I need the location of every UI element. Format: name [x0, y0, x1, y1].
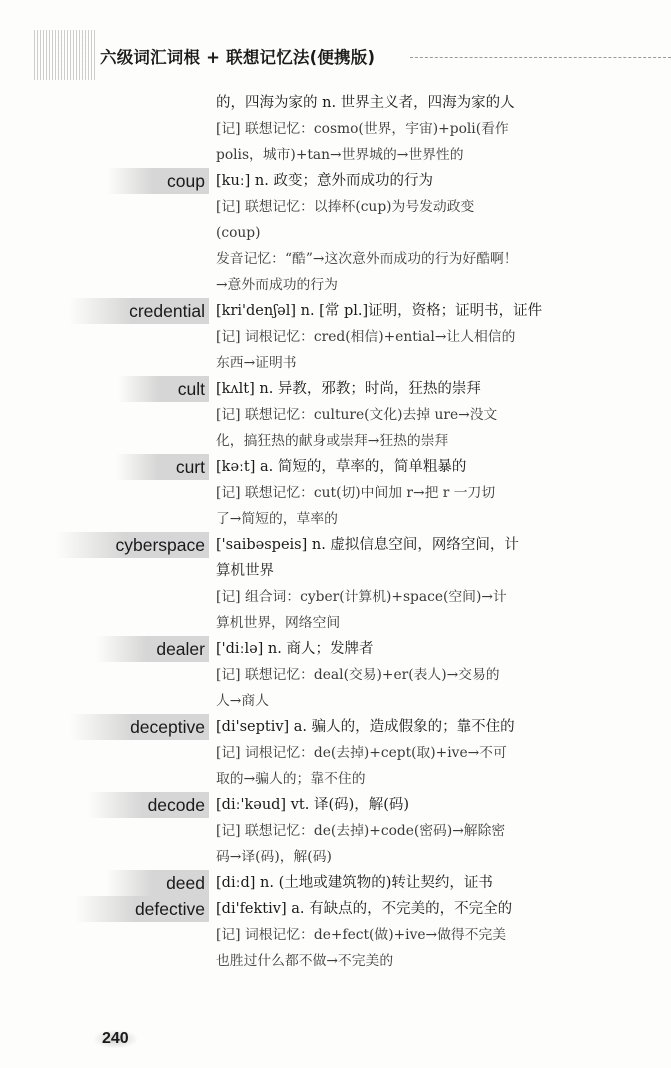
- memory-note-line: 化，搞狂热的献身或崇拜→狂热的崇拜: [216, 433, 449, 449]
- vocab-entry: [0, 376, 671, 454]
- headword: cult: [118, 376, 209, 402]
- memory-note-line: 人→商人: [216, 693, 269, 709]
- vocab-entry: [0, 636, 671, 714]
- running-header: [0, 30, 671, 80]
- memory-note-line: [记] 联想记忆：culture(文化)去掉 ure→没文: [216, 407, 498, 423]
- definition-line: [kʌlt] n. 异教，邪教；时尚，狂热的崇拜: [216, 381, 481, 397]
- header-decoration: [34, 30, 96, 80]
- memory-note-line: 码→译(码)，解(码): [216, 849, 332, 865]
- memory-note-line: [记] 联想记忆：deal(交易)+er(表人)→交易的: [216, 667, 500, 683]
- memory-note-line: 算机世界，网络空间: [216, 615, 341, 631]
- headword: deed: [106, 870, 209, 896]
- definition-line: 的，四海为家的 n. 世界主义者，四海为家的人: [216, 95, 515, 111]
- entry-body: [216, 714, 608, 792]
- memory-note-line: [记] 联想记忆：cosmo(世界，宇宙)+poli(看作: [216, 121, 509, 137]
- memory-note-line: [记] 联想记忆：cut(切)中间加 r→把 r 一刀切: [216, 485, 496, 501]
- vocab-entry: [0, 792, 671, 870]
- definition-line: 算机世界: [216, 563, 274, 579]
- headword: dealer: [96, 636, 209, 662]
- vocab-entry: [0, 714, 671, 792]
- entry-body: [216, 376, 608, 454]
- vocab-entry: [0, 168, 671, 298]
- vocab-entry: [0, 870, 671, 896]
- memory-note-line: [记] 词根记忆：de(去掉)+cept(取)+ive→不可: [216, 745, 507, 761]
- headword: decode: [88, 792, 209, 818]
- entry-body: [216, 298, 608, 376]
- headword: coup: [107, 168, 209, 194]
- headword: curt: [116, 454, 209, 480]
- memory-note-line: [记] 词根记忆：de+fect(做)+ive→做得不完美: [216, 927, 507, 943]
- definition-line: [diːd] n. (土地或建筑物的)转让契约，证书: [216, 875, 493, 891]
- headword: defective: [75, 896, 209, 922]
- memory-note-line: [记] 联想记忆：以捧杯(cup)为号发动政变: [216, 199, 475, 215]
- book-title: 六级词汇词根 + 联想记忆法(便携版): [100, 48, 376, 67]
- memory-note-line: →意外而成功的行为: [216, 277, 338, 293]
- vocab-entry: [0, 298, 671, 376]
- memory-note-line: [记] 词根记忆：cred(相信)+ential→让人相信的: [216, 329, 516, 345]
- page-number: 240: [94, 1030, 137, 1048]
- definition-line: [kri'denʃəl] n. [常 pl.]证明，资格；证明书，证件: [216, 303, 543, 319]
- memory-note-line: 取的→骗人的；靠不住的: [216, 771, 366, 787]
- memory-note-line: 也胜过什么都不做→不完美的: [216, 953, 394, 969]
- definition-line: [kuː] n. 政变；意外而成功的行为: [216, 173, 433, 189]
- headword: cyberspace: [56, 532, 210, 558]
- definition-line: [diː'kəud] vt. 译(码)，解(码): [216, 797, 410, 813]
- entry-body: [216, 532, 608, 636]
- vocab-entry: [0, 90, 671, 168]
- memory-note-line: polis，城市)+tan→世界城的→世界性的: [216, 147, 464, 163]
- memory-note-line: 东西→证明书: [216, 355, 297, 371]
- vocab-entry: [0, 454, 671, 532]
- header-dashed-rule: [410, 57, 671, 58]
- vocab-entry: [0, 896, 671, 974]
- definition-line: [di'fektiv] a. 有缺点的，不完美的，不完全的: [216, 901, 513, 917]
- entry-body: [216, 636, 608, 714]
- headword: credential: [69, 298, 209, 324]
- entry-body: [216, 792, 608, 870]
- memory-note-line: [记] 联想记忆：de(去掉)+code(密码)→解除密: [216, 823, 506, 839]
- vocabulary-entries: [0, 90, 671, 974]
- headword: deceptive: [70, 714, 209, 740]
- memory-note-line: 发音记忆：“酷”→这次意外而成功的行为好酷啊！: [216, 251, 518, 267]
- memory-note-line: 了→简短的，草率的: [216, 511, 338, 527]
- entry-body: [216, 870, 608, 896]
- entry-body: [216, 90, 608, 168]
- entry-body: [216, 896, 608, 974]
- definition-line: ['saibəspeis] n. 虚拟信息空间，网络空间，计: [216, 537, 519, 553]
- vocab-entry: [0, 532, 671, 636]
- entry-body: [216, 168, 608, 298]
- entry-body: [216, 454, 608, 532]
- memory-note-line: (coup): [216, 225, 261, 241]
- definition-line: [di'septiv] a. 骗人的，造成假象的；靠不住的: [216, 719, 515, 735]
- definition-line: ['diːlə] n. 商人；发牌者: [216, 641, 374, 657]
- definition-line: [kəːt] a. 简短的，草率的，简单粗暴的: [216, 459, 467, 475]
- memory-note-line: [记] 组合词：cyber(计算机)+space(空间)→计: [216, 589, 507, 605]
